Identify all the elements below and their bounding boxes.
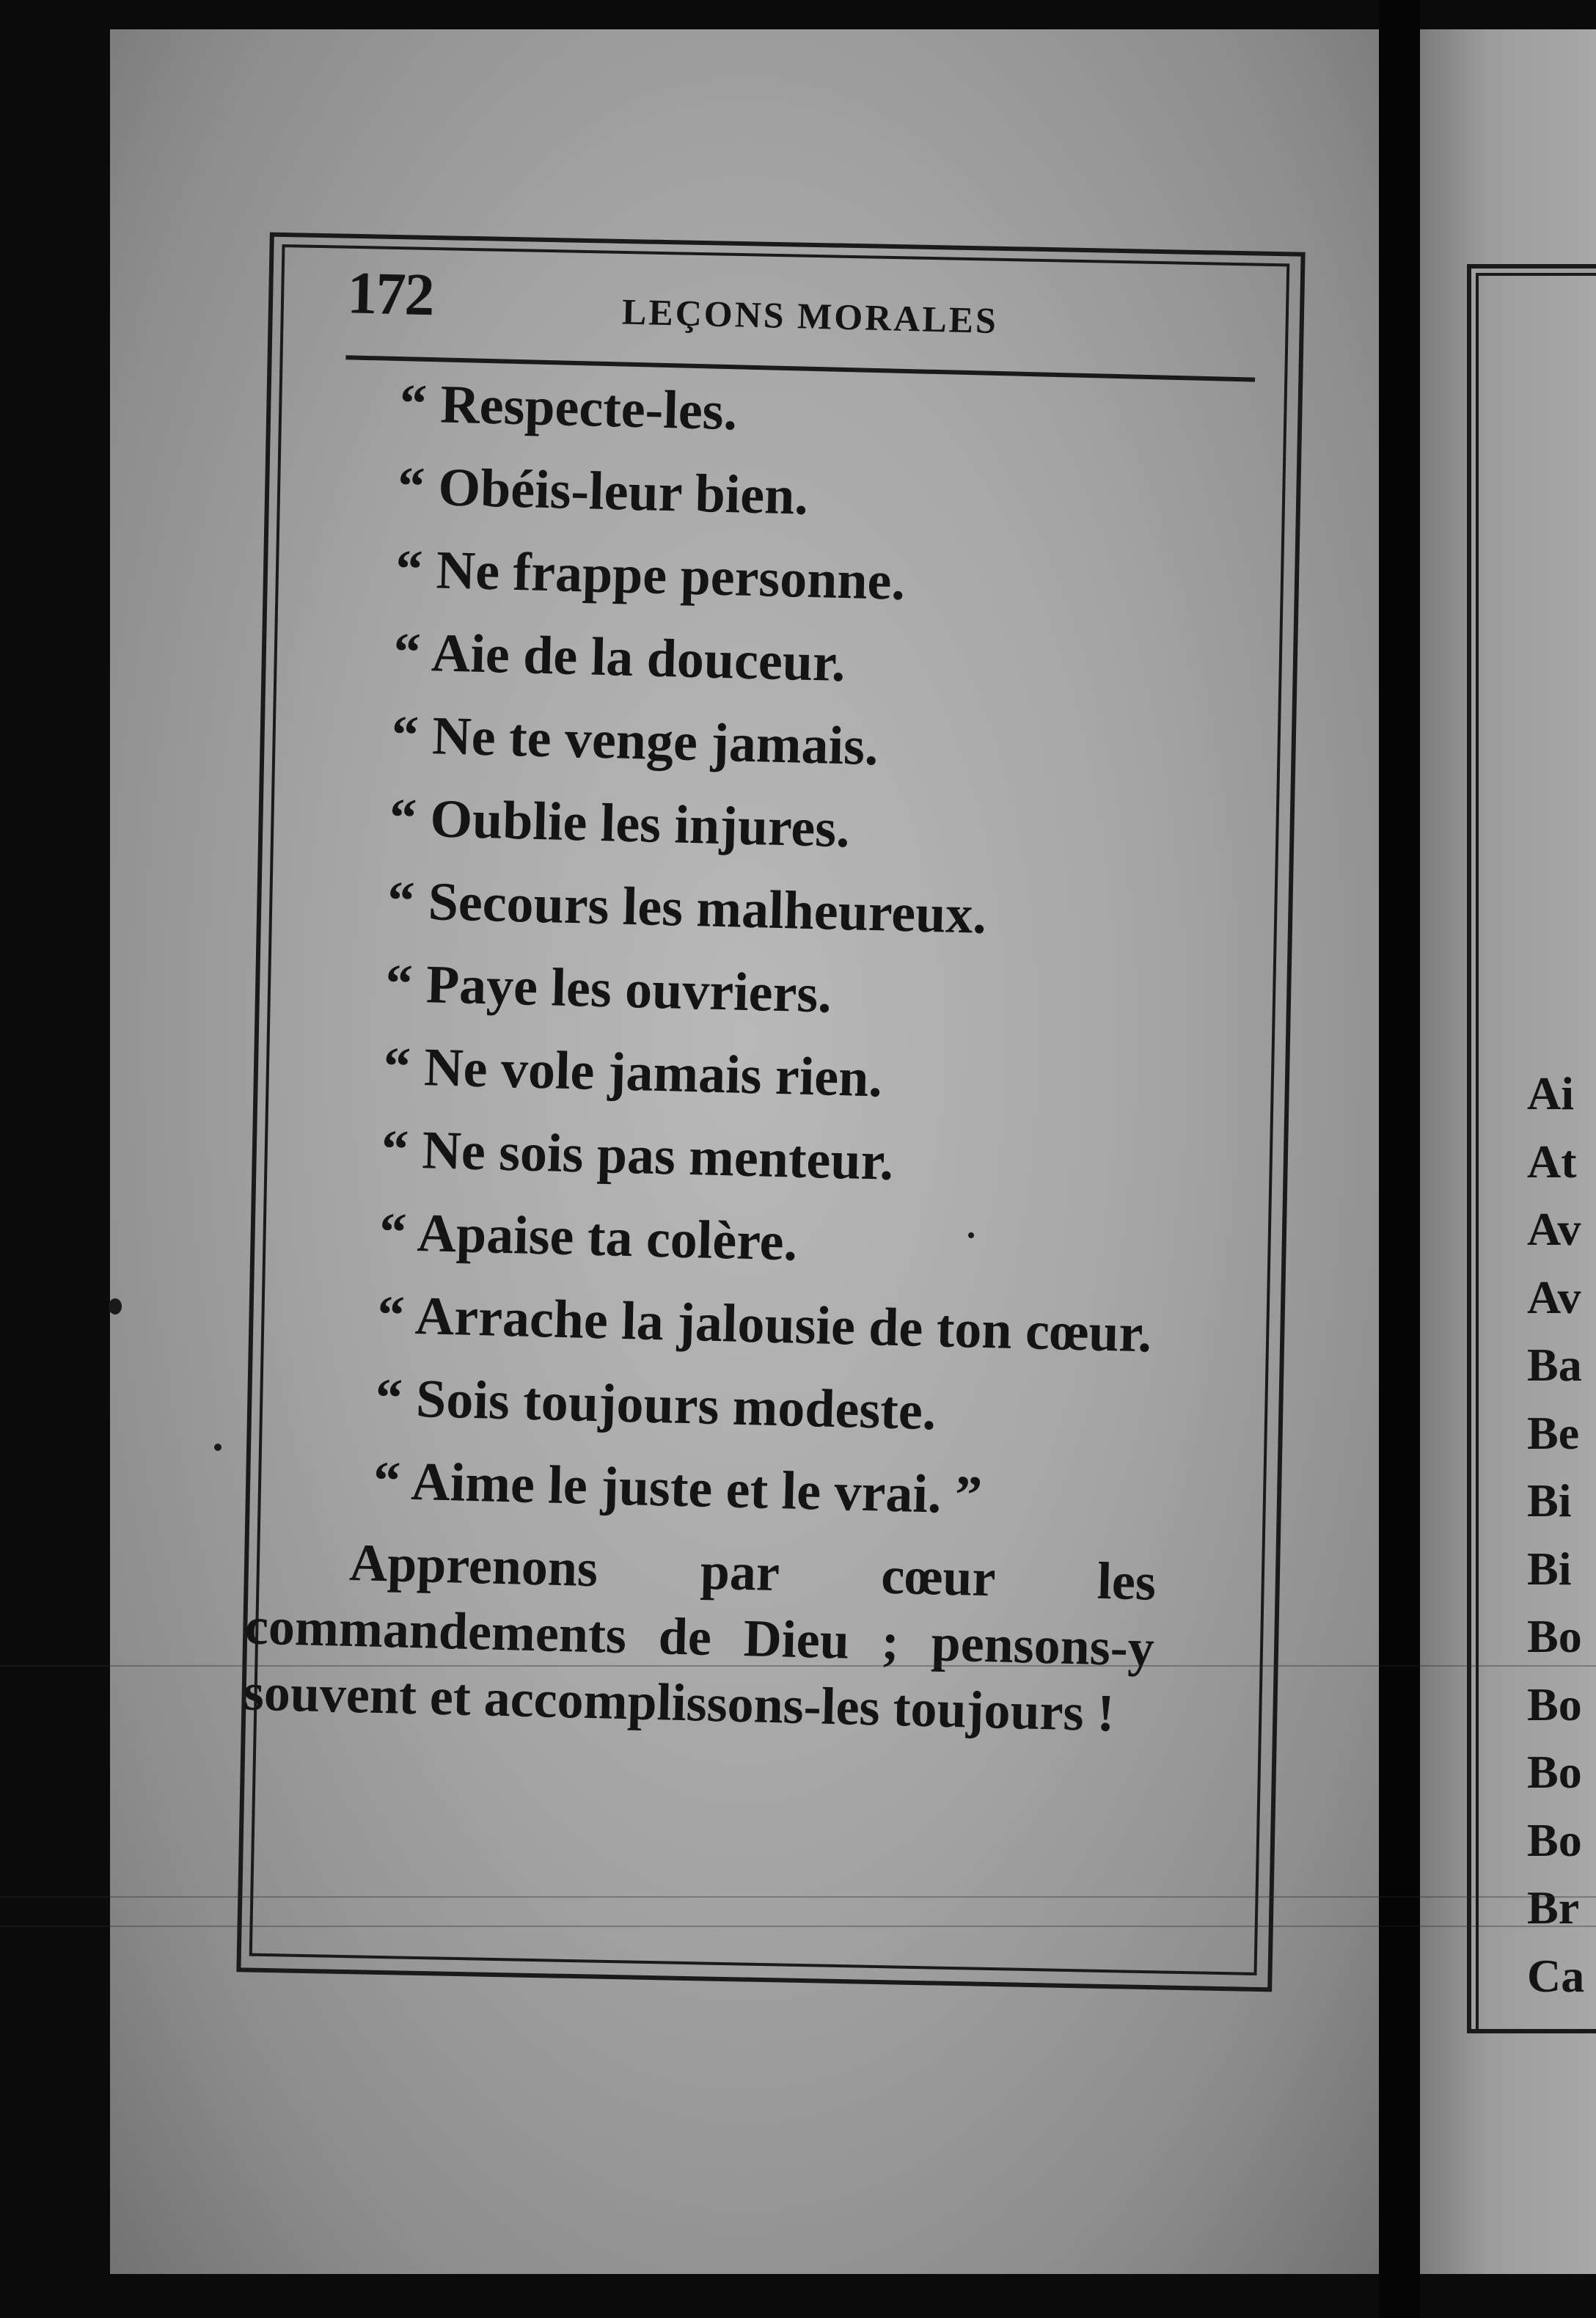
book-gutter <box>1379 0 1420 2318</box>
page-number: 172 <box>346 259 434 329</box>
closing-paragraph: Apprenons par cœur les commandements de Dieu ; pensons-y souvent et accomplissons-les toujours ! <box>242 1532 1157 1743</box>
maxim-line: “ Paye les ouvriers. <box>384 953 832 1025</box>
facing-fragment: Bi <box>1527 1474 1572 1527</box>
maxim-line: “ Respecte-les. <box>398 373 739 442</box>
scan-artifact-speck <box>109 1298 122 1315</box>
facing-fragment: Bo <box>1527 1610 1582 1662</box>
scan-artifact-speck <box>214 1444 222 1451</box>
facing-fragment: At <box>1527 1135 1577 1188</box>
maxim-line: “ Aie de la douceur. <box>392 622 846 694</box>
facing-fragment: Av <box>1527 1270 1581 1323</box>
scan-artifact-speck <box>968 1232 974 1238</box>
scan-artifact-line <box>0 1896 1596 1898</box>
facing-fragment: Ai <box>1527 1067 1574 1119</box>
facing-page-fragments <box>1527 1060 1584 2010</box>
facing-fragment: Ca <box>1527 1949 1585 2002</box>
text-block <box>238 249 1232 1959</box>
maxim-line: “ Apaise ta colère. <box>378 1202 799 1273</box>
maxim-line: “ Sois toujours modeste. <box>374 1367 937 1442</box>
maxim-line: “ Ne te venge jamais. <box>390 704 879 778</box>
facing-fragment: Be <box>1527 1406 1580 1459</box>
facing-fragment: Br <box>1527 1882 1580 1934</box>
maxim-line: “ Ne vole jamais rien. <box>382 1036 883 1109</box>
maxim-line: “ Aime le juste et le vrai. ” <box>373 1450 983 1526</box>
maxims-list <box>248 359 1229 1543</box>
maxim-line: “ Ne frappe personne. <box>395 539 906 612</box>
maxim-line: “ Obéis-leur bien. <box>397 456 809 527</box>
maxim-line: “ Secours les malheureux. <box>387 870 987 946</box>
maxim-line: “ Arrache la jalousie de ton cœur. <box>376 1284 1153 1364</box>
facing-fragment: Ba <box>1527 1339 1582 1391</box>
facing-fragment: Bo <box>1527 1746 1582 1798</box>
facing-fragment: Bi <box>1527 1542 1572 1595</box>
maxim-line: “ Oublie les injures. <box>389 787 851 860</box>
scan-artifact-line <box>0 1665 1596 1667</box>
facing-fragment: Bo <box>1527 1813 1582 1866</box>
scan-artifact-line <box>0 1926 1596 1927</box>
page-header <box>276 249 1231 383</box>
facing-fragment: Av <box>1527 1203 1581 1255</box>
running-head: LEÇONS MORALES <box>621 290 999 341</box>
facing-fragment: Bo <box>1527 1678 1582 1730</box>
maxim-line: “ Ne sois pas menteur. <box>381 1119 895 1192</box>
